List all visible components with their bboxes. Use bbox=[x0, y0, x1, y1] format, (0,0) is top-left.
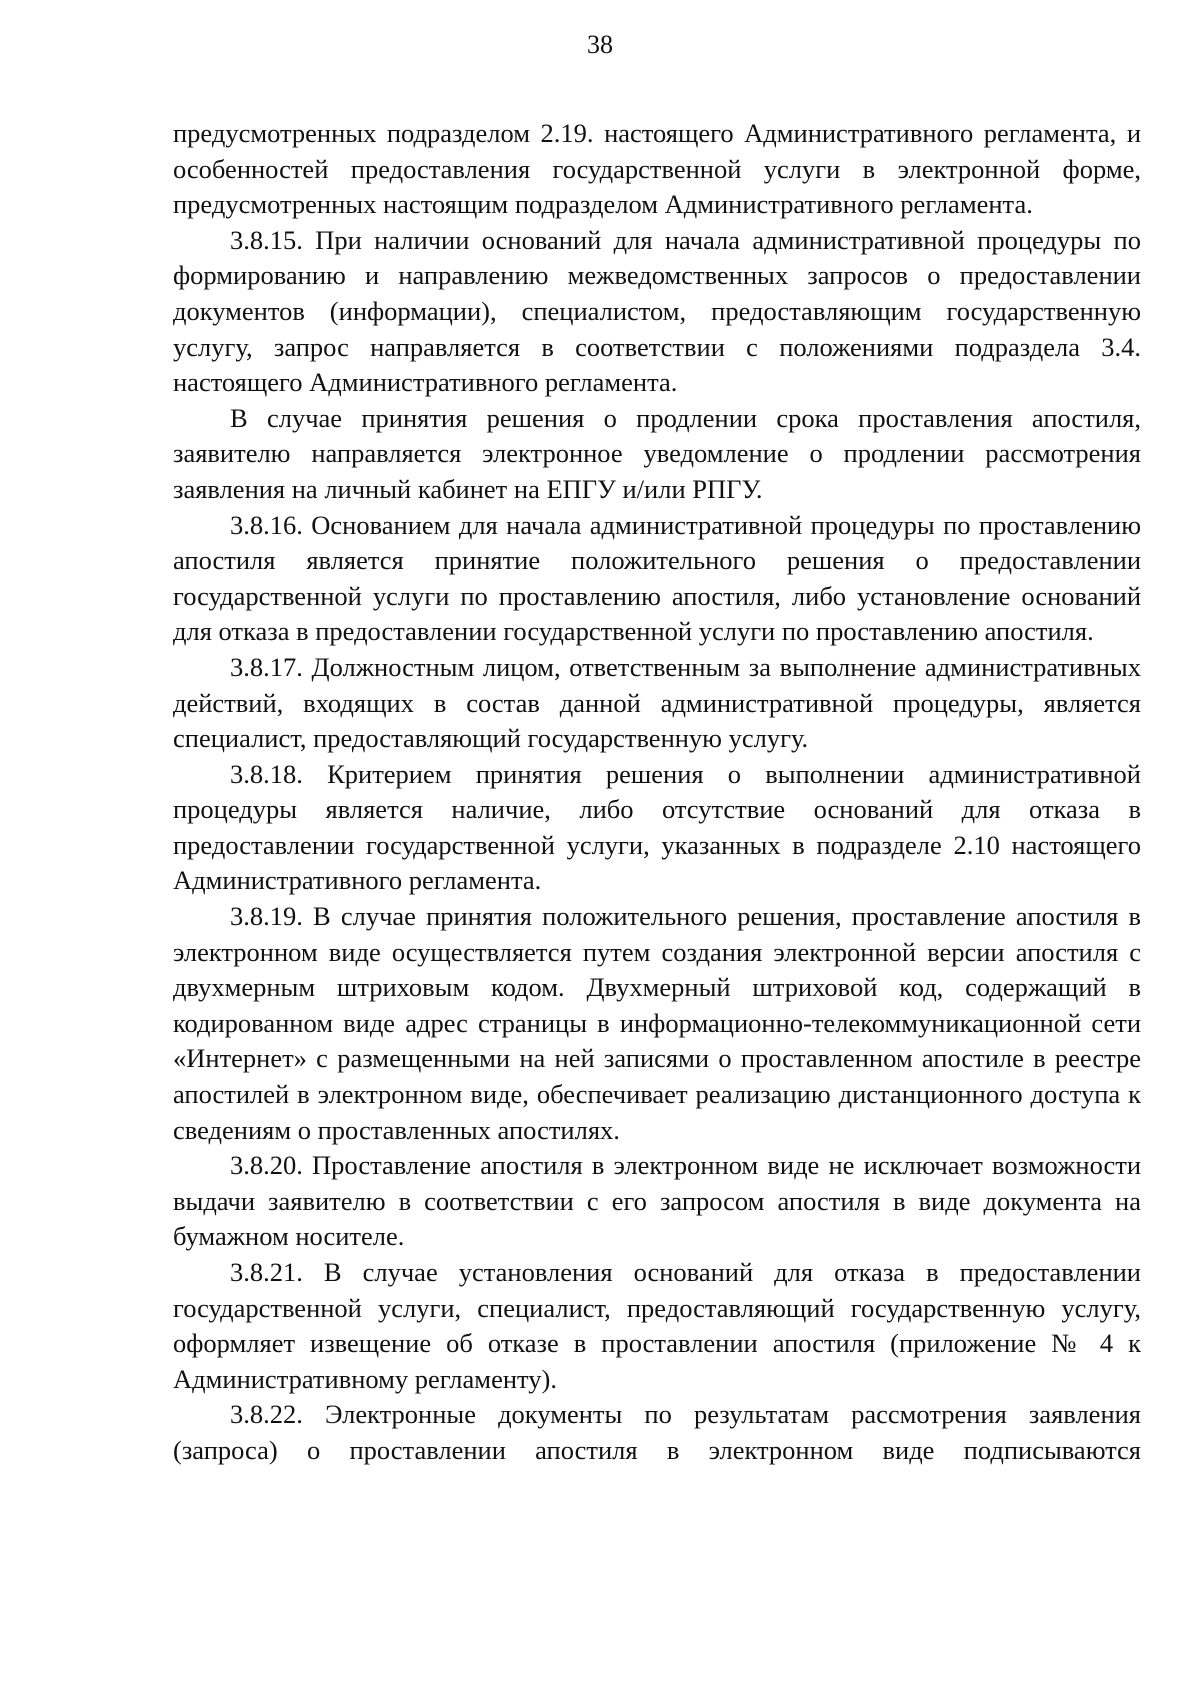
paragraph-3-8-19: 3.8.19. В случае принятия положительного решения, проставление апостиля в электронном виде осуществляется путем создания электронной версии апостиля с двухмерным штриховым кодом. Двухмерный штриховой код, содержащий в кодированном виде адрес страницы в информационно-телекоммуникационной сети «Интернет» с размещенными на ней записями о проставленном апостиле в реестре апостилей в электронном виде, обеспечивает реализацию дистанционного доступа к сведениям о проставленных апостилях. bbox=[173, 901, 1141, 1145]
paragraph-continuation: предусмотренных подразделом 2.19. настоящего Административного регламента, и особенностей предоставления государственной услуги в электронной форме, предусмотренных настоящим подразделом Административного регламента. bbox=[173, 118, 1141, 220]
paragraph-3-8-17: 3.8.17. Должностным лицом, ответственным за выполнение административных действий, входящих в состав данной административной процедуры, является специалист, предоставляющий государственную услугу. bbox=[173, 651, 1141, 754]
document-body bbox=[173, 116, 1141, 1469]
paragraph-3-8-18: 3.8.18. Критерием принятия решения о выполнении административной процедуры является наличие, либо отсутствие оснований для отказа в предоставлении государственной услуги, указанных в подразделе 2.10 настоящего Административного регламента. bbox=[173, 758, 1141, 896]
paragraph-3-8-21: 3.8.21. В случае установления оснований для отказа в предоставлении государственной услуги, специалист, предоставляющий государственную услугу, оформляет извещение об отказе в проставлении апостиля (приложение № 4 к Административному регламенту). bbox=[173, 1257, 1141, 1394]
paragraph-3-8-22: 3.8.22. Электронные документы по результатам рассмотрения заявления (запроса) о проставлении апостиля в электронном виде подписываются bbox=[173, 1399, 1141, 1465]
paragraph-3-8-15: 3.8.15. При наличии оснований для начала административной процедуры по формированию и направлению межведомственных запросов о предоставлении документов (информации), специалистом, предоставляющим государственную услугу, запрос направляется в соответствии с положениями подраздела 3.4. настоящего Административного регламента. bbox=[173, 224, 1141, 398]
paragraph-apostille-extension: В случае принятия решения о продлении срока проставления апостиля, заявителю направляется электронное уведомление о продлении рассмотрения заявления на личный кабинет на ЕПГУ и/или РПГУ. bbox=[173, 402, 1141, 504]
paragraph-3-8-16: 3.8.16. Основанием для начала административной процедуры по проставлению апостиля является принятие положительного решения о предоставлении государственной услуги по проставлению апостиля, либо установление оснований для отказа в предоставлении государственной услуги по проставлению апостиля. bbox=[173, 509, 1141, 647]
page-number: 38 bbox=[587, 30, 613, 59]
paragraph-3-8-20: 3.8.20. Проставление апостиля в электронном виде не исключает возможности выдачи заявителю в соответствии с его запросом апостиля в виде документа на бумажном носителе. bbox=[173, 1150, 1141, 1252]
